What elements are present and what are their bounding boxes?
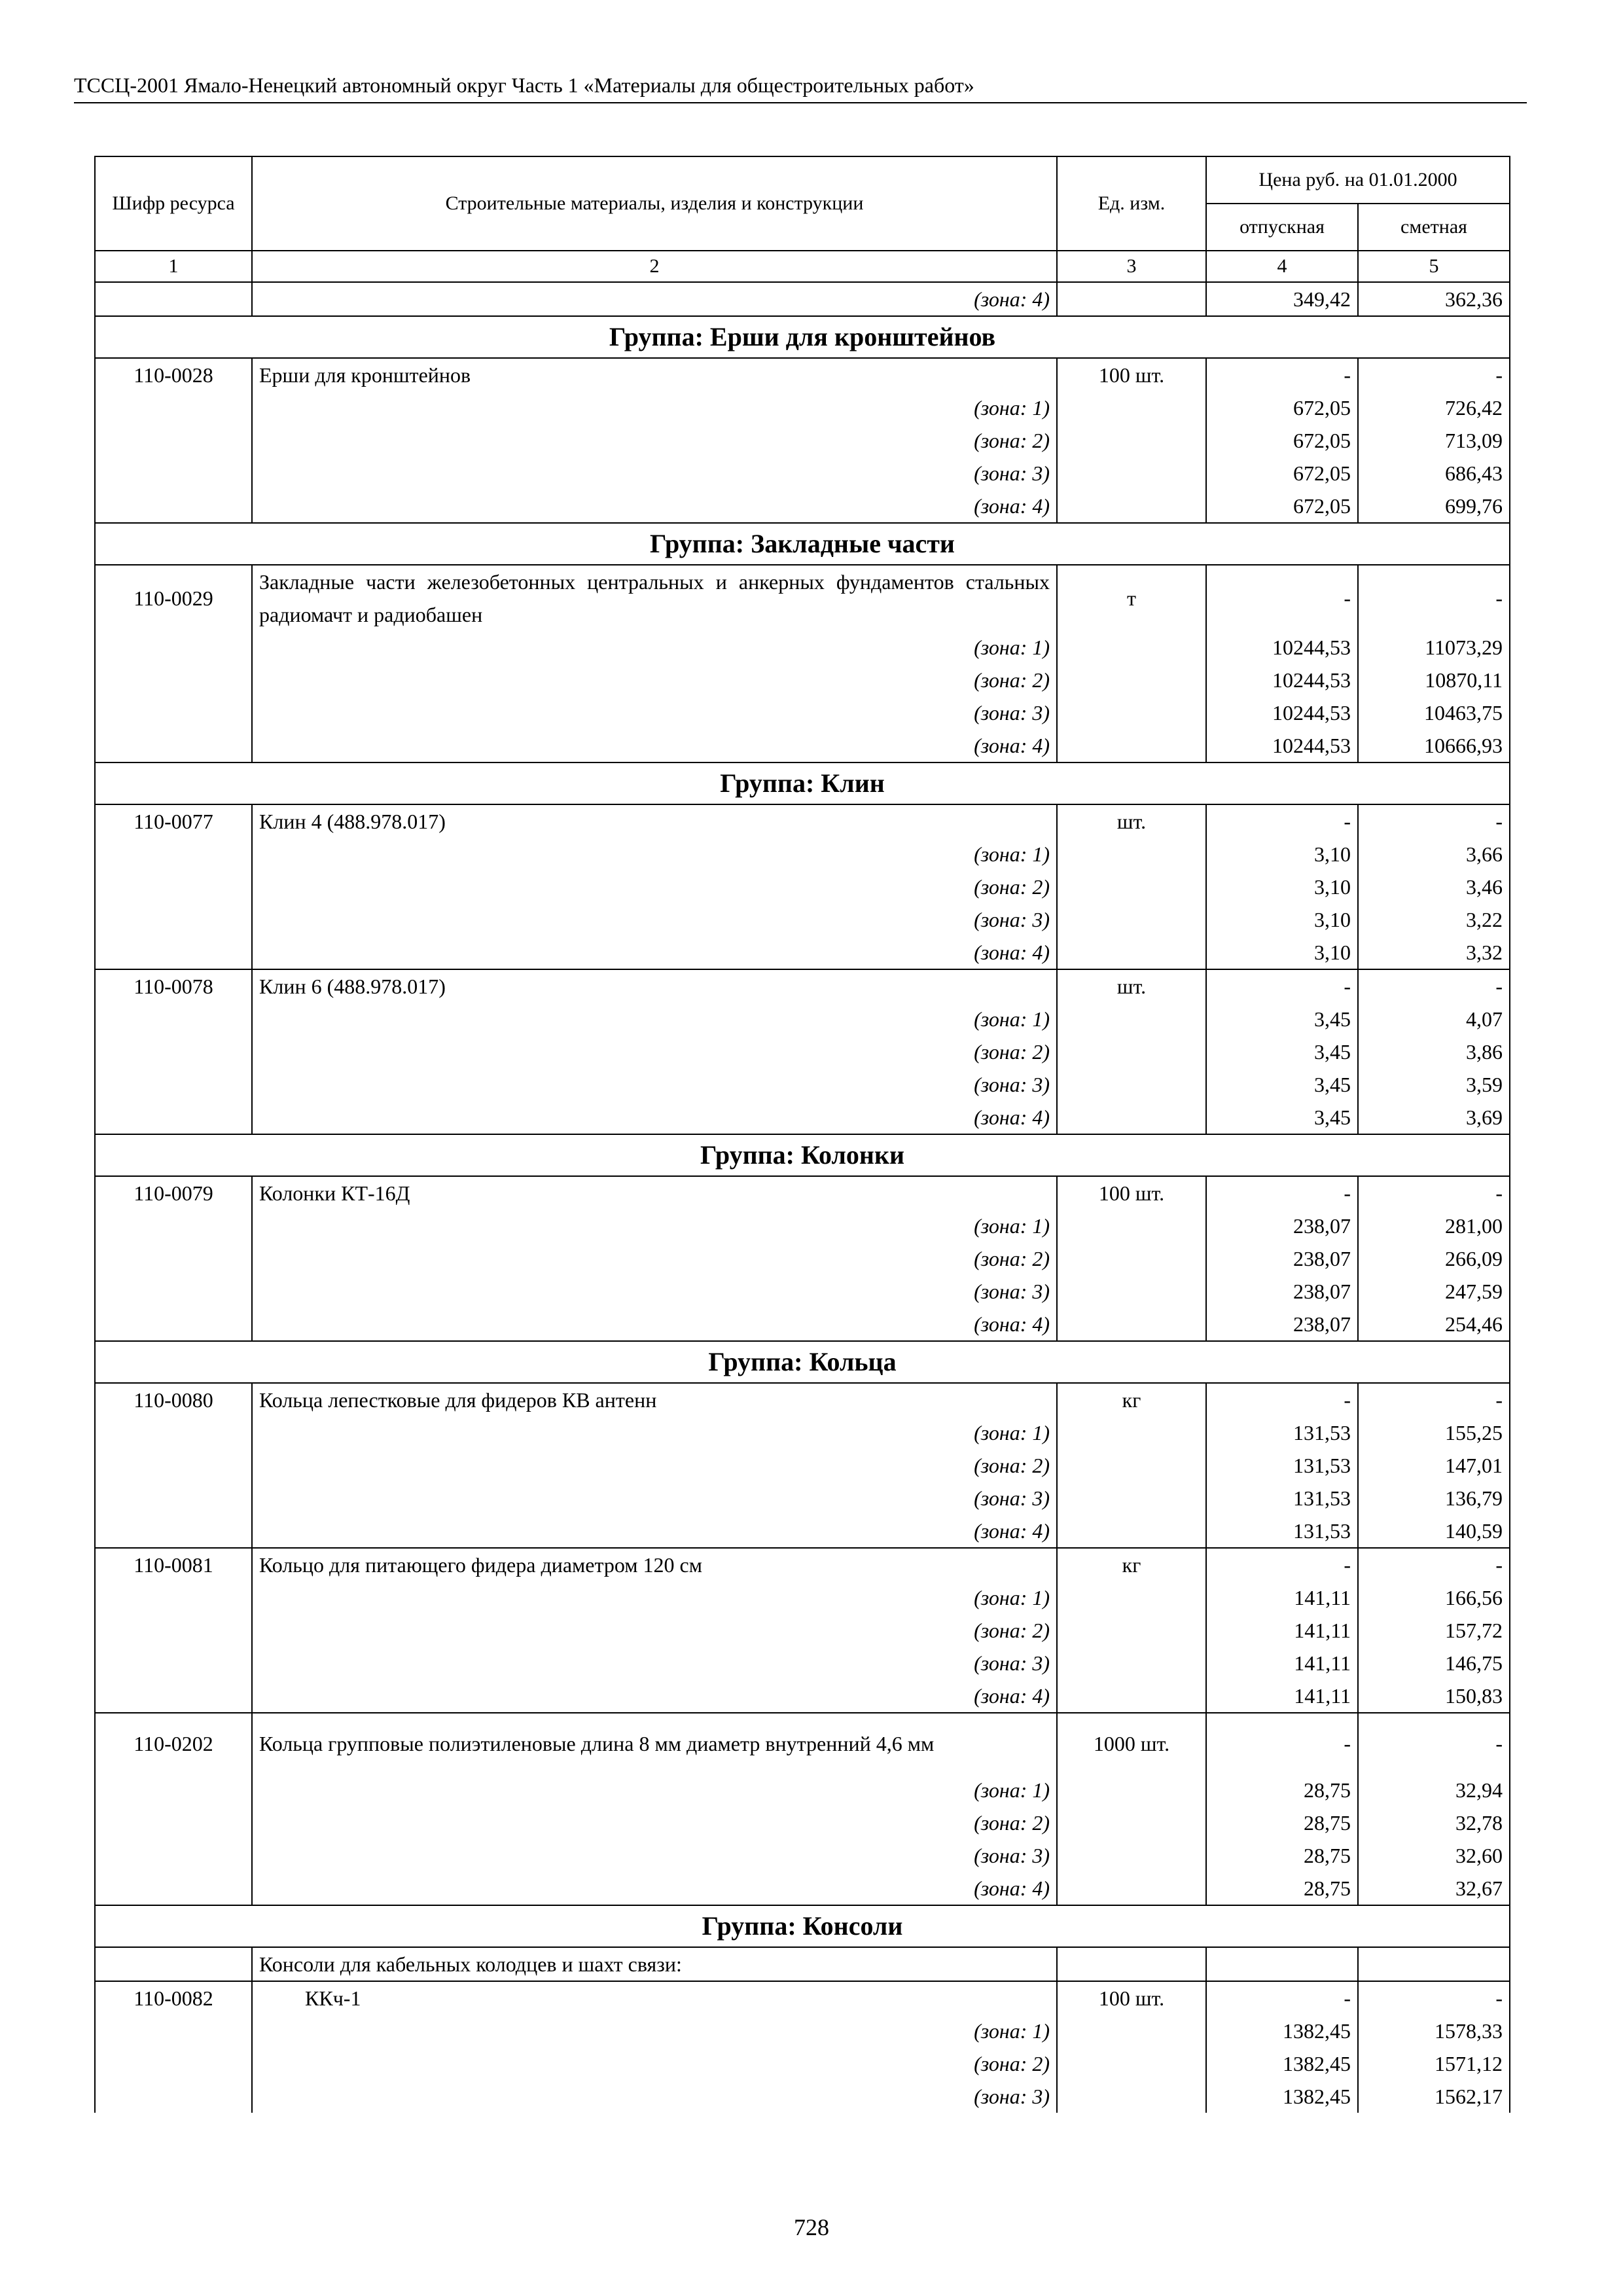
cell-release-price: 672,05 — [1206, 391, 1358, 424]
group-heading: Группа: Кольца — [95, 1341, 1510, 1383]
header-price-estimate: сметная — [1358, 204, 1510, 251]
table-row — [95, 1548, 1510, 1581]
table-row — [95, 936, 1510, 969]
cell-name: Колонки КТ-16Д — [252, 1176, 1057, 1210]
table-row — [95, 1210, 1510, 1242]
cell-zone: (зона: 2) — [252, 2047, 1057, 2080]
table-row — [95, 358, 1510, 391]
cell-estimate-price: 136,79 — [1358, 1482, 1510, 1515]
cell-release-price: - — [1206, 565, 1358, 631]
cell-estimate-price: 3,32 — [1358, 936, 1510, 969]
cell-name: Кольца лепестковые для фидеров КВ антенн — [252, 1383, 1057, 1416]
table-row — [95, 1482, 1510, 1515]
table-row — [95, 696, 1510, 729]
cell-zone: (зона: 4) — [252, 1308, 1057, 1341]
cell-release-price: 3,45 — [1206, 1068, 1358, 1101]
cell-zone: (зона: 3) — [252, 696, 1057, 729]
cell-zone: (зона: 3) — [252, 1482, 1057, 1515]
table-row — [95, 1713, 1510, 1774]
cell-release-price: 3,45 — [1206, 1035, 1358, 1068]
table-row — [95, 969, 1510, 1003]
cell-estimate-price: 3,86 — [1358, 1035, 1510, 1068]
cell-zone: (зона: 2) — [252, 870, 1057, 903]
cell-estimate-price: 32,78 — [1358, 1806, 1510, 1839]
table-row — [95, 1679, 1510, 1713]
table-row — [95, 1839, 1510, 1872]
table-row — [95, 1614, 1510, 1647]
table-row — [95, 1176, 1510, 1210]
cell-estimate-price: 147,01 — [1358, 1449, 1510, 1482]
cell-estimate-price: 32,60 — [1358, 1839, 1510, 1872]
cell-estimate-price: 713,09 — [1358, 424, 1510, 457]
cell-code: 110-0081 — [95, 1548, 252, 1581]
cell-estimate-price: 140,59 — [1358, 1515, 1510, 1548]
table-row — [95, 1647, 1510, 1679]
cell-estimate-price: 4,07 — [1358, 1003, 1510, 1035]
cell-release-price: 3,10 — [1206, 936, 1358, 969]
cell-release-price: - — [1206, 1176, 1358, 1210]
price-table — [94, 156, 1510, 2113]
cell-unit: т — [1057, 565, 1206, 631]
cell-code: 110-0080 — [95, 1383, 252, 1416]
cell-release-price: 131,53 — [1206, 1449, 1358, 1482]
cell-name: Клин 6 (488.978.017) — [252, 969, 1057, 1003]
header-col-number: 1 — [95, 251, 252, 282]
cell-zone: (зона: 2) — [252, 1242, 1057, 1275]
cell-unit: кг — [1057, 1548, 1206, 1581]
cell-name: Кольца групповые полиэтиленовые длина 8 мм диаметр внутренний 4,6 мм — [252, 1713, 1057, 1774]
cell-release-price: 10244,53 — [1206, 696, 1358, 729]
cell-name: Закладные части железобетонных центральных и анкерных фундаментов стальных радиомачт и радиобашен — [252, 565, 1057, 631]
cell-release-price: 141,11 — [1206, 1647, 1358, 1679]
cell-estimate-price: 726,42 — [1358, 391, 1510, 424]
cell-release-price: 131,53 — [1206, 1482, 1358, 1515]
cell-estimate-price: 32,94 — [1358, 1774, 1510, 1806]
cell-zone: (зона: 1) — [252, 631, 1057, 664]
cell-zone: (зона: 3) — [252, 1275, 1057, 1308]
cell-estimate-price: 32,67 — [1358, 1872, 1510, 1905]
cell-estimate-price: 686,43 — [1358, 457, 1510, 490]
table-row — [95, 1068, 1510, 1101]
table-row — [95, 631, 1510, 664]
table-row — [95, 2080, 1510, 2113]
cell-estimate-price: - — [1358, 1176, 1510, 1210]
cell-zone: (зона: 3) — [252, 1647, 1057, 1679]
page-number: 728 — [794, 2214, 829, 2240]
cell-estimate-price: 10870,11 — [1358, 664, 1510, 696]
cell-release-price: 238,07 — [1206, 1242, 1358, 1275]
cell-estimate-price: - — [1358, 804, 1510, 838]
cell-unit: 100 шт. — [1057, 1176, 1206, 1210]
cell-estimate-price: - — [1358, 565, 1510, 631]
header-col-number: 2 — [252, 251, 1057, 282]
table-row — [95, 1242, 1510, 1275]
cell-release-price: 1382,45 — [1206, 2080, 1358, 2113]
cell-zone: (зона: 1) — [252, 1416, 1057, 1449]
cell-release-price: 3,10 — [1206, 870, 1358, 903]
cell-zone: (зона: 1) — [252, 1774, 1057, 1806]
cell-zone: (зона: 4) — [252, 1515, 1057, 1548]
cell-estimate-price: 150,83 — [1358, 1679, 1510, 1713]
document-header: ТССЦ-2001 Ямало-Ненецкий автономный округ Часть 1 «Материалы для общестроительных работ» — [74, 72, 1527, 103]
cell-estimate-price: 1571,12 — [1358, 2047, 1510, 2080]
header-col-number: 3 — [1057, 251, 1206, 282]
cell-code: 110-0029 — [95, 565, 252, 631]
cell-zone: (зона: 2) — [252, 1806, 1057, 1839]
cell-release-price: 141,11 — [1206, 1679, 1358, 1713]
table-row — [95, 1872, 1510, 1905]
cell-release-price: 3,45 — [1206, 1101, 1358, 1134]
cell-release-price: 141,11 — [1206, 1581, 1358, 1614]
cell-code: 110-0077 — [95, 804, 252, 838]
cell-zone: (зона: 3) — [252, 1839, 1057, 1872]
table-row — [95, 2015, 1510, 2047]
table-row — [95, 1308, 1510, 1341]
cell-estimate-price: 10666,93 — [1358, 729, 1510, 762]
table-row — [95, 870, 1510, 903]
cell-unit: 100 шт. — [1057, 1981, 1206, 2015]
cell-zone: (зона: 1) — [252, 2015, 1057, 2047]
cell-estimate-price: 3,59 — [1358, 1068, 1510, 1101]
table-row — [95, 1383, 1510, 1416]
cell-name: ККч-1 — [252, 1981, 1057, 2015]
cell-code: 110-0202 — [95, 1713, 252, 1774]
cell-estimate-price: 1578,33 — [1358, 2015, 1510, 2047]
cell-estimate-price: 281,00 — [1358, 1210, 1510, 1242]
cell-release-price: 28,75 — [1206, 1872, 1358, 1905]
cell-release-price: 672,05 — [1206, 424, 1358, 457]
cell-estimate-price: 266,09 — [1358, 1242, 1510, 1275]
table-row — [95, 1035, 1510, 1068]
cell-estimate-price: 3,69 — [1358, 1101, 1510, 1134]
cell-estimate-price: 254,46 — [1358, 1308, 1510, 1341]
table-row — [95, 1416, 1510, 1449]
group-heading: Группа: Закладные части — [95, 523, 1510, 565]
cell-zone: (зона: 4) — [252, 490, 1057, 523]
cell-zone: (зона: 4) — [252, 729, 1057, 762]
cell-code: 110-0028 — [95, 358, 252, 391]
cell-release-price: - — [1206, 358, 1358, 391]
cell-zone: (зона: 3) — [252, 903, 1057, 936]
cell-zone: (зона: 4) — [252, 1872, 1057, 1905]
cell-release-price: - — [1206, 804, 1358, 838]
cell-unit: кг — [1057, 1383, 1206, 1416]
table-row — [95, 1275, 1510, 1308]
cell-estimate-price: 11073,29 — [1358, 631, 1510, 664]
cell-zone: (зона: 1) — [252, 391, 1057, 424]
cell-estimate-price: 699,76 — [1358, 490, 1510, 523]
cell-estimate-price: - — [1358, 1548, 1510, 1581]
header-unit: Ед. изм. — [1057, 156, 1206, 251]
cell-name: Кольцо для питающего фидера диаметром 120 см — [252, 1548, 1057, 1581]
table-row — [95, 490, 1510, 523]
cell-zone: (зона: 1) — [252, 1581, 1057, 1614]
cell-release-price: - — [1206, 969, 1358, 1003]
cell-unit: 100 шт. — [1057, 358, 1206, 391]
cell-zone: (зона: 4) — [252, 936, 1057, 969]
cell-estimate-price: 1562,17 — [1358, 2080, 1510, 2113]
cell-estimate-price: 146,75 — [1358, 1647, 1510, 1679]
cell-release-price: 238,07 — [1206, 1275, 1358, 1308]
table-row — [95, 1774, 1510, 1806]
cell-release-price: 3,10 — [1206, 903, 1358, 936]
cell-zone: (зона: 4) — [252, 282, 1057, 316]
cell-zone: (зона: 1) — [252, 838, 1057, 870]
table-row — [95, 1101, 1510, 1134]
cell-release-price: - — [1206, 1713, 1358, 1774]
table-body — [95, 282, 1510, 2113]
cell-release-price: 28,75 — [1206, 1806, 1358, 1839]
cell-release-price: 238,07 — [1206, 1210, 1358, 1242]
header-price: Цена руб. на 01.01.2000 — [1206, 156, 1510, 204]
cell-zone: (зона: 3) — [252, 2080, 1057, 2113]
table-row — [95, 903, 1510, 936]
table-row — [95, 2047, 1510, 2080]
table-row — [95, 1003, 1510, 1035]
cell-estimate-price: - — [1358, 1713, 1510, 1774]
cell-estimate-price: 157,72 — [1358, 1614, 1510, 1647]
header-code: Шифр ресурса — [95, 156, 252, 251]
cell-estimate-price: 362,36 — [1358, 282, 1510, 316]
cell-release-price: 28,75 — [1206, 1774, 1358, 1806]
cell-release-price: 3,10 — [1206, 838, 1358, 870]
cell-estimate-price: - — [1358, 1383, 1510, 1416]
cell-release-price: 1382,45 — [1206, 2015, 1358, 2047]
cell-zone: (зона: 2) — [252, 424, 1057, 457]
header-price-release: отпускная — [1206, 204, 1358, 251]
table-row — [95, 282, 1510, 316]
cell-release-price: - — [1206, 1548, 1358, 1581]
cell-release-price: - — [1206, 1981, 1358, 2015]
cell-estimate-price: 3,22 — [1358, 903, 1510, 936]
cell-release-price: 3,45 — [1206, 1003, 1358, 1035]
header-col-number: 5 — [1358, 251, 1510, 282]
cell-zone: (зона: 2) — [252, 1614, 1057, 1647]
cell-release-price: 131,53 — [1206, 1515, 1358, 1548]
cell-release-price: 1382,45 — [1206, 2047, 1358, 2080]
cell-estimate-price: 10463,75 — [1358, 696, 1510, 729]
table-row — [95, 1947, 1510, 1981]
cell-zone: (зона: 4) — [252, 1101, 1057, 1134]
cell-estimate-price: - — [1358, 969, 1510, 1003]
group-heading: Группа: Ерши для кронштейнов — [95, 316, 1510, 358]
cell-code: 110-0078 — [95, 969, 252, 1003]
cell-release-price: 349,42 — [1206, 282, 1358, 316]
cell-release-price: 10244,53 — [1206, 729, 1358, 762]
table-row — [95, 804, 1510, 838]
cell-release-price: 238,07 — [1206, 1308, 1358, 1341]
cell-release-price: 672,05 — [1206, 457, 1358, 490]
cell-unit: шт. — [1057, 969, 1206, 1003]
cell-estimate-price: 3,66 — [1358, 838, 1510, 870]
cell-estimate-price: - — [1358, 1981, 1510, 2015]
cell-code — [95, 282, 252, 316]
cell-zone: (зона: 3) — [252, 457, 1057, 490]
cell-unit: шт. — [1057, 804, 1206, 838]
cell-release-price: - — [1206, 1383, 1358, 1416]
cell-unit: 1000 шт. — [1057, 1713, 1206, 1774]
group-heading: Группа: Консоли — [95, 1905, 1510, 1947]
cell-release-price: 672,05 — [1206, 490, 1358, 523]
cell-code: 110-0082 — [95, 1981, 252, 2015]
table-row — [95, 391, 1510, 424]
cell-estimate-price: 155,25 — [1358, 1416, 1510, 1449]
cell-release-price: 131,53 — [1206, 1416, 1358, 1449]
cell-release-price: 28,75 — [1206, 1839, 1358, 1872]
cell-release-price: 141,11 — [1206, 1614, 1358, 1647]
cell-estimate-price: 3,46 — [1358, 870, 1510, 903]
cell-name: Клин 4 (488.978.017) — [252, 804, 1057, 838]
cell-release-price: 10244,53 — [1206, 631, 1358, 664]
cell-name: Ерши для кронштейнов — [252, 358, 1057, 391]
group-heading: Группа: Колонки — [95, 1134, 1510, 1176]
cell-zone: (зона: 4) — [252, 1679, 1057, 1713]
group-heading: Группа: Клин — [95, 762, 1510, 804]
table-row — [95, 838, 1510, 870]
table-row — [95, 1515, 1510, 1548]
cell-zone: (зона: 2) — [252, 1035, 1057, 1068]
table-row — [95, 1806, 1510, 1839]
cell-unit — [1057, 282, 1206, 316]
cell-zone: (зона: 2) — [252, 664, 1057, 696]
cell-estimate-price: 166,56 — [1358, 1581, 1510, 1614]
cell-code: 110-0079 — [95, 1176, 252, 1210]
group-subheading: Консоли для кабельных колодцев и шахт связи: — [252, 1947, 1057, 1981]
cell-zone: (зона: 3) — [252, 1068, 1057, 1101]
table-row — [95, 457, 1510, 490]
table-row — [95, 1581, 1510, 1614]
table-row — [95, 1981, 1510, 2015]
cell-estimate-price: 247,59 — [1358, 1275, 1510, 1308]
table-row — [95, 1449, 1510, 1482]
header-name: Строительные материалы, изделия и конструкции — [252, 156, 1057, 251]
cell-release-price: 10244,53 — [1206, 664, 1358, 696]
header-col-number: 4 — [1206, 251, 1358, 282]
cell-zone: (зона: 1) — [252, 1003, 1057, 1035]
table-row — [95, 664, 1510, 696]
table-row — [95, 424, 1510, 457]
table-row — [95, 565, 1510, 631]
cell-estimate-price: - — [1358, 358, 1510, 391]
table-header — [95, 156, 1510, 282]
table-row — [95, 729, 1510, 762]
cell-zone: (зона: 1) — [252, 1210, 1057, 1242]
cell-zone: (зона: 2) — [252, 1449, 1057, 1482]
